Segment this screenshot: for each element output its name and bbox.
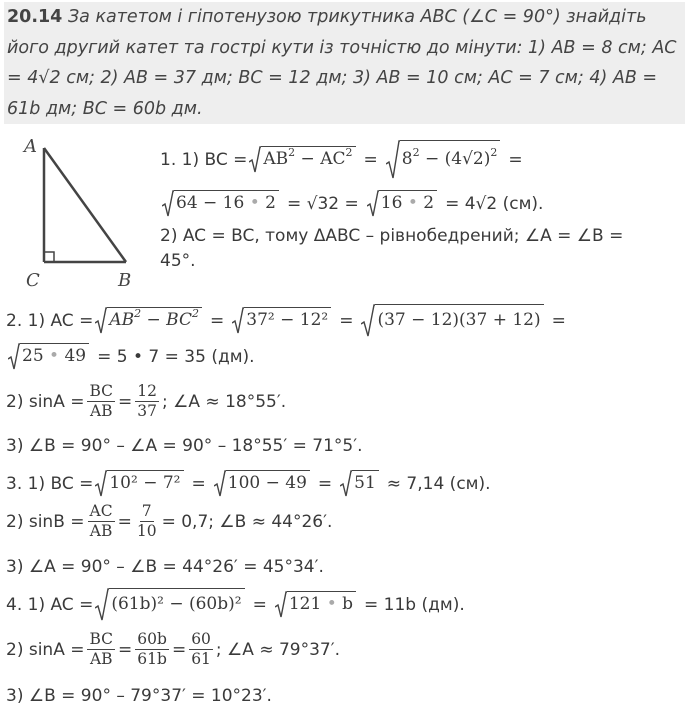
s1-sqrt1: $AB^2 - AC^2$ [249, 146, 355, 174]
s1-l2-f: = 4√2 (см). [445, 194, 544, 214]
s4-frac2-den: 61b [137, 650, 167, 668]
s1-sqrt4: 16 • 2 [367, 190, 437, 218]
vertex-b-label: B [118, 270, 132, 291]
s3-line1: 3. 1) BC = 10² − 7² = 100 − 49 = 51 ≈ 7,14 (см). [6, 470, 491, 498]
s4-r1: (61b)² − (60b)² [109, 588, 244, 622]
s3-r3: 51 [352, 470, 379, 498]
s1-sqrt2: $8^2 - (4√2)^2$ [386, 140, 501, 180]
s1-l2-a: 64 − 16 [176, 193, 245, 213]
s2-frac2-num: 12 [137, 382, 158, 400]
s3-l1-prefix: 3. 1) BC = [6, 474, 94, 494]
problem-statement [4, 2, 685, 124]
s3-line2: 2) sinB = $\frac{AC}{AB}$ = $\frac{7}{10}$ = 0,7; ∠B ≈ 44°26′. [6, 502, 333, 540]
s4-line3: 3) ∠B = 90° – 79°37′ = 10°23′. [6, 686, 272, 706]
s2-r2: 37² − 12² [244, 307, 331, 335]
s4-l2-tail: ; ∠A ≈ 79°37′. [215, 639, 341, 660]
s1-r1b: AC [320, 149, 346, 169]
s2-eq1: = [210, 311, 225, 331]
s3-l1-tail: ≈ 7,14 (см). [386, 474, 491, 494]
s4-frac1-den: AB [89, 650, 113, 668]
s2-sqrt2 [232, 307, 331, 335]
triangle-figure [14, 132, 134, 292]
vertex-c-label: C [26, 270, 40, 291]
s1-line3: 2) AC = BC, тому ΔABC – рівнобедрений; ∠A = ∠B = [160, 226, 624, 246]
s1-r2b: (4√2) [444, 149, 491, 169]
s2-l3-prefix: 2) sinA = [6, 391, 85, 412]
s2-sqrt3 [361, 304, 543, 338]
s1-line4: 45°. [160, 251, 196, 271]
s4-l1-tail: = 11b (дм). [364, 595, 465, 615]
s1-l1-prefix: 1. 1) BC = [160, 150, 248, 170]
s2-frac2-den: 37 [137, 402, 158, 420]
s4-line2: 2) sinA = $\frac{BC}{AB}$ = $\frac{60b}{61b}$ = $\frac{60}{61}$ ; ∠A ≈ 79°37′. [6, 630, 341, 668]
s1-line2 [160, 190, 543, 218]
s2-frac1-den: AB [89, 402, 113, 420]
s2-l3-tail: ; ∠A ≈ 18°55′. [162, 391, 287, 412]
s3-frac1 [88, 502, 115, 541]
s4-frac3-den: 61 [191, 650, 211, 668]
s3-frac2-den: 10 [136, 522, 157, 540]
s2-sqrt1: $AB^2 - BC^2$ [95, 307, 202, 335]
s2-eq3: = [551, 311, 566, 331]
s2-line1 [6, 304, 566, 338]
s1-line1 [160, 140, 523, 180]
side-ab [44, 148, 126, 262]
s2-eq2: = [339, 311, 354, 331]
s3-l2-tail: = 0,7; ∠B ≈ 44°26′. [161, 511, 333, 532]
s2-frac1-num: BC [89, 382, 114, 400]
vertex-a-label: A [24, 136, 37, 157]
s2-l2-tail: = 5 • 7 = 35 (дм). [97, 347, 255, 367]
s3-frac1-num: AC [89, 502, 113, 520]
s4-frac3 [189, 630, 213, 669]
s3-frac2-num: 7 [141, 502, 152, 520]
s4-r2b: b [342, 594, 354, 614]
s3-r2: 100 − 49 [226, 470, 310, 498]
s2-r1a: AB [109, 310, 135, 330]
s2-line3: 2) sinA = $\frac{BC}{AB}$ = $\frac{12}{37}$ ; ∠A ≈ 18°55′. [6, 382, 287, 420]
s4-l1-prefix: 4. 1) AC = [6, 595, 94, 615]
s3-frac1-den: AB [89, 522, 113, 540]
s2-frac1 [87, 382, 115, 421]
s2-r1b: BC [166, 310, 192, 330]
s1-l2-c: = √32 = [287, 194, 359, 214]
s1-l1-eq: = [363, 150, 378, 170]
s2-l1-prefix: 2. 1) AC = [6, 311, 94, 331]
s4-l2-prefix: 2) sinA = [6, 639, 85, 660]
s4-sqrt2: 121 • b [275, 591, 356, 619]
s4-frac2 [135, 630, 169, 669]
s2-r3: (37 − 12)(37 + 12) [375, 304, 543, 338]
s4-frac1-num: BC [89, 630, 114, 648]
s1-l2-b: 2 [265, 193, 276, 213]
s3-sqrt1 [95, 470, 183, 498]
s1-l2-e: 2 [423, 193, 435, 213]
s2-frac2 [135, 382, 159, 421]
s4-sqrt1 [95, 588, 244, 622]
s3-frac2 [135, 502, 159, 541]
s3-line3: 3) ∠A = 90° – ∠B = 44°26′ = 45°34′. [6, 557, 324, 577]
s2-sqrt4: 25 • 49 [8, 343, 89, 371]
s4-frac1 [87, 630, 115, 669]
problem-text: За катетом і гіпотенузою трикутника ABC (∠C = 90°) знайдіть його другий катет та гострі кути із точністю до мінути: 1) AB = 8 см; AC = 4√2 см; 2) AB = 37 дм; BC = 12 дм; 3) AB = 10 см; AC = 7 см; 4) AB = 61b дм; BC = 60b дм. [7, 7, 677, 119]
s3-l2-prefix: 2) sinB = [6, 511, 85, 532]
s2-line4: 3) ∠B = 90° – ∠A = 90° – 18°55′ = 71°5′. [6, 436, 363, 456]
s1-l2-d: 16 [380, 193, 403, 213]
s1-r1: AB [263, 149, 289, 169]
s2-l2-a: 25 [22, 346, 44, 366]
s1-sqrt3: 64 − 16 • 2 [162, 190, 279, 218]
s1-r2a: 8 [401, 149, 413, 169]
s3-r1: 10² − 7² [107, 470, 183, 498]
problem-number: 20.14 [7, 7, 63, 27]
s2-line2 [6, 343, 255, 371]
s3-sqrt3 [340, 470, 379, 498]
s1-l1-tail: = [508, 150, 523, 170]
right-angle-mark [44, 252, 54, 262]
s2-l2-b: 49 [64, 346, 87, 366]
s3-sqrt2 [214, 470, 310, 498]
s4-r2a: 121 [288, 594, 322, 614]
s4-frac3-num: 60 [191, 630, 211, 648]
s4-line1: 4. 1) AC = (61b)² − (60b)² = 121 • b = 11b (дм). [6, 588, 465, 622]
s4-frac2-num: 60b [137, 630, 167, 648]
